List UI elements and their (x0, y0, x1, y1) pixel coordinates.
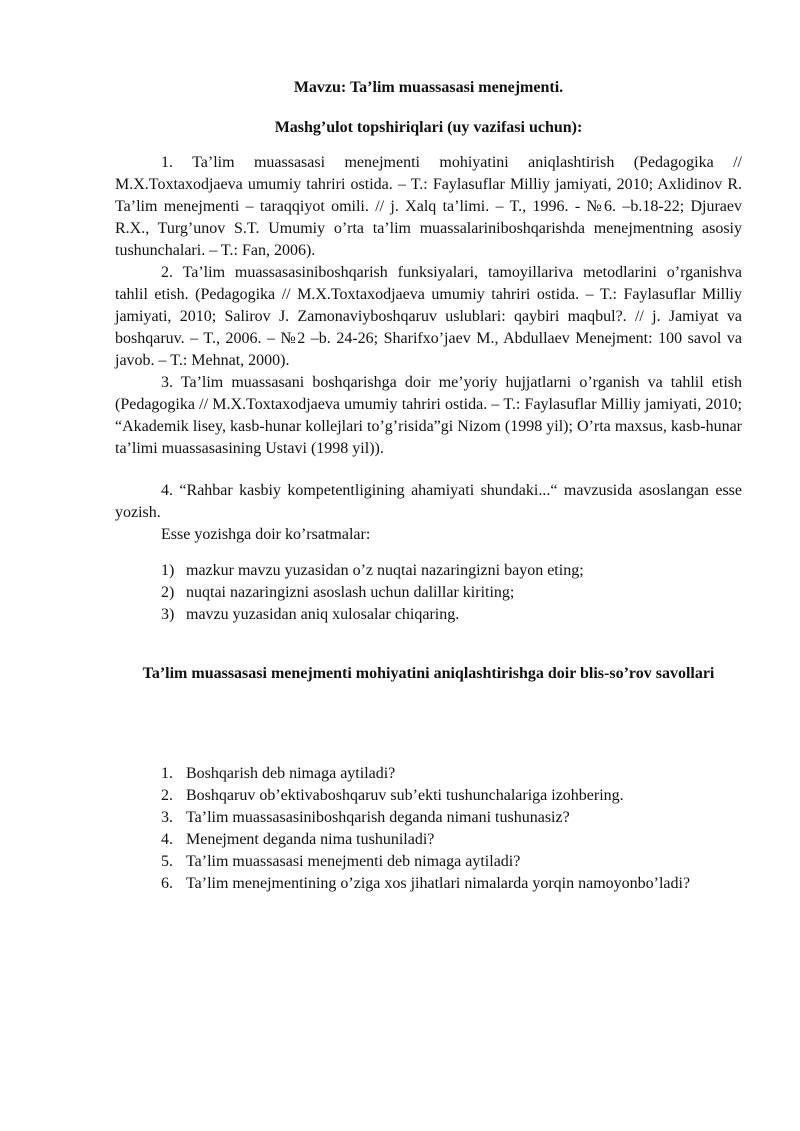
question-text: Menejment deganda nima tushuniladi? (186, 831, 435, 848)
essay-guide-list (161, 560, 742, 626)
list-item (161, 560, 742, 582)
question-item (161, 851, 742, 873)
question-text: Boshqarish deb nimaga aytiladi? (186, 765, 396, 782)
question-item (161, 873, 742, 895)
question-text: Ta’lim menejmentining o’ziga xos jihatlari nimalarda yorqin namoyonbo’ladi? (186, 875, 691, 892)
list-item-number: 2) (161, 584, 175, 601)
task-paragraph: 1. Ta’lim muassasasi menejmenti mohiyatini aniqlashtirish (Pedagogika // M.X.Toxtaxodjaeva umumiy tahriri ostida. – T.: Faylasuflar Milliy jamiyati, 2010; Axlidinov R. Ta’lim menejmenti – taraqqiyot omili. // j. Xalq ta’limi. – T., 1996. - №6. –b.18-22; Djuraev R.X., Turg’unov S.T. Umumiy o’rta ta’lim muassalariniboshqarishda menejmentning asosiy tushunchalari. – T.: Fan, 2006). (115, 154, 742, 259)
question-text: Ta’lim muassasasiniboshqarish deganda nimani tushunasiz? (186, 809, 570, 826)
question-text: Ta’lim muassasasi menejmenti deb nimaga aytiladi? (186, 853, 521, 870)
task-paragraph: 2. Ta’lim muassasasiniboshqarish funksiyalari, tamoyillariva metodlarini o’rganishva tahlil etish. (Pedagogika // M.X.Toxtaxodjaeva umumiy tahriri ostida. – T.: Faylasuflar Milliy jamiyati, 2010; Salirov J. Zamonaviyboshqaruv uslublari: qaybiri maqbul?. // j. Jamiyat va boshqaruv. – T., 2006. – №2 –b. 24-26; Sharifxo’jaev M., Abdullaev Menejment: 100 savol va javob. – T.: Mehnat, 2000). (115, 264, 742, 369)
question-number: 3. (161, 809, 173, 826)
list-item-number: 1) (161, 562, 175, 579)
document-subtitle: Mashg’ulot topshiriqlari (uy vazifasi uchun): (274, 119, 583, 136)
question-number: 2. (161, 787, 173, 804)
question-number: 6. (161, 875, 173, 892)
list-item (161, 582, 742, 604)
question-number: 5. (161, 853, 173, 870)
question-number: 1. (161, 765, 173, 782)
task-paragraph: 3. Ta’lim muassasani boshqarishga doir me’yoriy hujjatlarni o’rganish va tahlil etish (Pedagogika // M.X.Toxtaxodjaeva umumiy tahriri ostida. – T.: Faylasuflar Milliy jamiyati, 2010; “Akademik lisey, kasb-hunar kollejlari to’g’risida”gi Nizom (1998 yil); O’rta maxsus, kasb-hunar ta’limi muassasasining Ustavi (1998 yil)). (115, 374, 742, 457)
document-title: Mavzu: Ta’lim muassasasi menejmenti. (293, 79, 564, 96)
essay-guide-label: Esse yozishga doir ko’rsatmalar: (161, 526, 371, 543)
task-paragraph: 4. “Rahbar kasbiy kompetentligining ahamiyati shundaki...“ mavzusida asoslangan esse yozish. (115, 482, 742, 521)
question-number: 4. (161, 831, 173, 848)
question-item (161, 829, 742, 851)
section-title: Ta’lim muassasasi menejmenti mohiyatini aniqlashtirishga doir blis-so’rov savollari (142, 665, 715, 682)
list-item-number: 3) (161, 606, 175, 623)
questions-list (161, 763, 742, 895)
list-item-text: mavzu yuzasidan aniq xulosalar chiqaring. (186, 606, 460, 623)
question-text: Boshqaruv ob’ektivaboshqaruv sub’ekti tushunchalariga izohbering. (186, 787, 624, 804)
list-item-text: mazkur mavzu yuzasidan o’z nuqtai nazaringizni bayon eting; (186, 562, 584, 579)
list-item-text: nuqtai nazaringizni asoslash uchun dalillar kiriting; (186, 584, 515, 601)
question-item (161, 763, 742, 785)
question-item (161, 807, 742, 829)
list-item (161, 604, 742, 626)
question-item (161, 785, 742, 807)
